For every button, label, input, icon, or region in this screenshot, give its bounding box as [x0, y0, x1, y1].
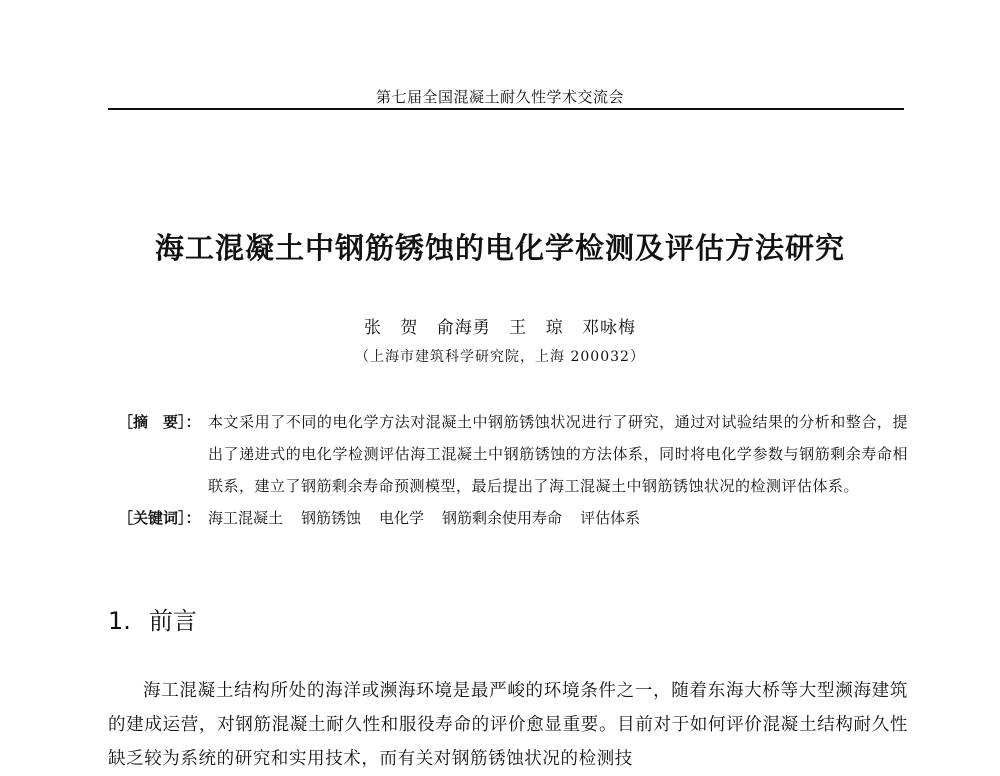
- keyword: 钢筋锈蚀: [301, 509, 362, 527]
- body-text: [108, 674, 908, 776]
- abstract-label: ［摘 要］：: [118, 413, 201, 431]
- author-name: 王 琼: [509, 318, 564, 338]
- keyword: 电化学: [379, 509, 425, 527]
- author-name: 俞海勇: [436, 318, 491, 338]
- paper-title: 海工混凝土中钢筋锈蚀的电化学检测及评估方法研究: [154, 231, 845, 265]
- abstract-block: [118, 406, 908, 530]
- author-name: 张 贺: [363, 318, 419, 338]
- abstract-text: 本文采用了不同的电化学方法对混凝土中钢筋锈蚀状况进行了研究，通过对试验结果的分析和整合，提出了递进式的电化学检测评估海工混凝土中钢筋锈蚀的方法体系，同时将电化学参数与钢筋剩余寿命相联系，建立了钢筋剩余寿命预测模型，最后提出了海工混凝土中钢筋锈蚀状况的检测评估体系。: [208, 413, 908, 495]
- author-name: 邓咏梅: [582, 318, 637, 338]
- body-paragraph: 海工混凝土结构所处的海洋或濒海环境是最严峻的环境条件之一，随着东海大桥等大型濒海建筑的建成运营，对钢筋混凝土耐久性和服役寿命的评价愈显重要。目前对于如何评价混凝土结构耐久性缺乏较为系统的研究和实用技术，而有关对钢筋锈蚀状况的检测技: [108, 681, 908, 769]
- keyword: 评估体系: [580, 509, 641, 527]
- section-title: 前言: [148, 607, 197, 635]
- keywords-label: ［关键词］：: [118, 509, 201, 527]
- keyword: 海工混凝土: [208, 509, 284, 527]
- running-header: 第七届全国混凝土耐久性学术交流会: [375, 88, 624, 106]
- keywords-row: [118, 506, 908, 530]
- abstract-row: [118, 406, 908, 502]
- keyword: 钢筋剩余使用寿命: [442, 509, 563, 527]
- header-rule: [108, 108, 904, 110]
- section-heading: [108, 601, 197, 636]
- section-number: 1.: [108, 607, 131, 635]
- affiliation: （上海市建筑科学研究院，上海 200032）: [355, 349, 645, 365]
- keywords-list: [208, 506, 640, 530]
- author-list: [0, 313, 1000, 338]
